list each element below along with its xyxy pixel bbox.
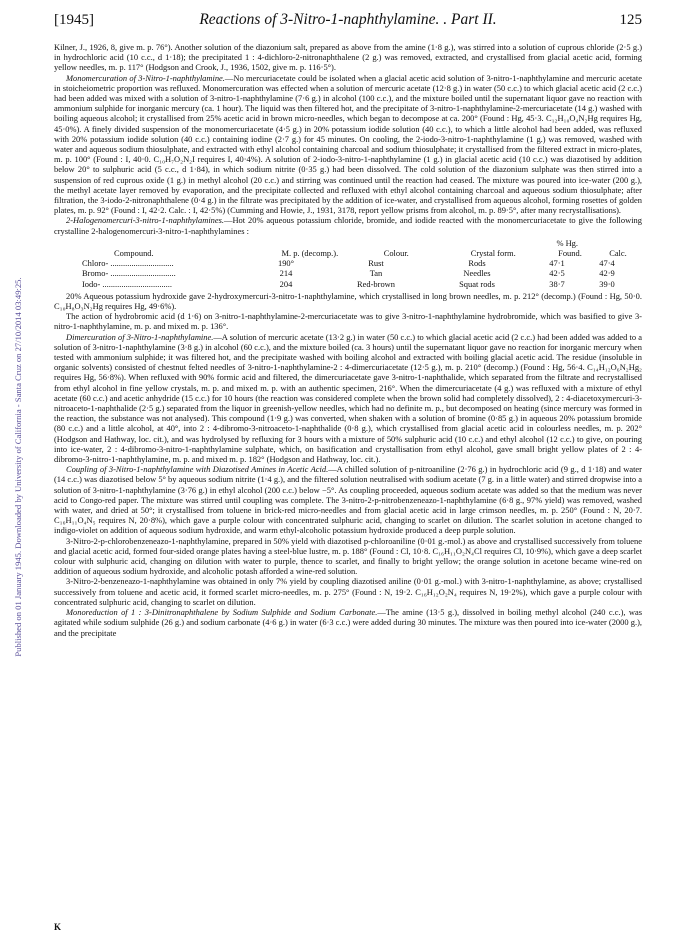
table-row [54,268,642,278]
paragraph-coupling [54,464,642,535]
section-heading: Dimercuration of 3-Nitro-1-naphthylamine. [66,331,214,342]
table-cell: Iodo- ................................. [82,278,172,289]
table-header-row [54,248,642,258]
paragraph-halogenomercuri [54,215,642,235]
table-cell: 47·1 [549,258,565,269]
paragraph-monoreduction [54,607,642,638]
table-header-cell: Found. [558,248,582,259]
table-cell: 214 [279,268,293,279]
paragraph-benzeneazo: 3-Nitro-2-benzeneazo-1-naphthylamine was obtained in only 7% yield by coupling diazotised aniline (0·01 g.-mol.) with 3-nitro-1-naphthylamine, as above; crystallised successively from toluene and acetic acid, it formed scarlet micro-needles, m. p. 275° (Found : N, 19·2. C₁₆H₁₂O₂N₄ requires N, 19·2%), which gave a purple colour with concentrated sulphuric acid, changing to scarlet on dilution. [54,576,642,607]
section-heading: Monoreduction of 1 : 3-Dinitronaphthalene by Sodium Sulphide and Sodium Carbonate. [66,607,378,618]
table-cell: 47·4 [599,258,615,269]
paragraph-monomercuration [54,73,642,216]
table-cell: Chloro- .............................. [82,258,174,269]
paragraph-text: —No mercuriacetate could be isolated when a glacial acetic acid solution of 3-nitro-1-naphthylamine and mercuric acetate in stoicheiometric proportion was refluxed. Monomercuration was effected when a solution of mercuric acetate (12·8 g.) in water (50 c.c.) to which glacial acetic acid (2 c.c.) had been added was mixed with a solution of 3-nitro-1-naphthylamine (7·6 g.) in alcohol (100 c.c.), and the mixture boiled until the supernatant liquor gave no reaction with ammonium sulphide for inorganic mercury (ca. 1 hour). The liquid was then filtered hot, and the precipitate of 3-nitro-1-naphthylamine-2-mercuriacetate (14 g.) washed with boiling aqueous alcohol; it crystallised from 25% acetic acid in brown micro-needles, which began to decompose at ca. 200° (Found : Hg, 45·3. C₁₂H₁₀O₄N₂Hg requires Hg, 45·0%). A finely divided suspension of the monomercuriacetate (4·5 g.) in 20% potassium iodide solution (40 c.c.), to which a little alcohol had been added, was refluxed with 20% potassium iodide solution (40 c.c.) containing iodine (2·7 g.) for 45 minutes. On cooling, the 2-iodo-3-nitro-1-naphthylamine (1 g.) was removed, washed with water and aqueous sodium thiosulphate, and extracted with ethyl alcohol containing charcoal and sodium thiosulphate; it crystallised from the filtered extract in micro-plates, m. p. 100° (Found : I, 40·0. C₁₀H₇O₂N₂I requires I, 40·4%). A solution of 2-iodo-3-nitro-1-naphthylamine (1 g.) in glacial acetic acid (10 c.c.) was diazotised by addition below 20° to sulphuric acid (5 c.c., d 1·84), in which sodium nitrite (0·35 g.) had been dissolved. The cold solution of the diazonium sulphate was then stirred into a suspension of red cuprous oxide (1 g.) in methyl alcohol (20 c.c.) and stirring was continued until the reaction had ceased. The mixture was poured into ice-water (200 g.), the methyl acetate layer removed by evaporation, and the precipitate collected and refluxed with ethyl alcohol containing charcoal and aqueous sodium thiosulphate; after filtration, the 3-iodo-2-nitronaphthalene (0·4 g.) in the filtrate was precipitated by the addition of ice-water, and crystallised from aqueous alcohol, forming rosettes of golden plates, m. p. 92° (Found : I, 42·2. Calc. : I, 42·5%) (Cumming and Howie, J., 1931, 3178, report yellow prisms from alcohol, m. p. 89·5°, after many recrystallisations). [54,72,642,216]
paragraph-chlorobenzeneazo: 3-Nitro-2-p-chlorobenzeneazo-1-naphthylamine, prepared in 50% yield with diazotised p-chloroaniline (0·01 g.-mol.) as above and crystallised successively from toluene and glacial acetic acid, formed four-sided orange plates having a steel-blue lustre, m. p. 188° (Found : Cl, 10·8. C₁₆H₁₁O₂N₄Cl requires Cl, 10·9%), which gave a deep scarlet colour with sulphuric acid, changing on dilution with water to purple, thence to scarlet, and finally to bright yellow; the orange solution in acetone became wine-red on addition of aqueous sodium hydroxide, and alcoholic potash afforded a wine-red solution. [54,535,642,577]
page-header [54,10,642,34]
table-cell: 204 [279,278,293,289]
section-heading: 2-Halogenomercuri-3-nitro-1-naphthylamines. [66,215,225,226]
table-row [54,279,642,289]
paragraph-text: —A chilled solution of p-nitroaniline (2·76 g.) in hydrochloric acid (9 g., d 1·18) and water (14 c.c.) was diazotised below 5° by aqueous sodium nitrite (1·4 g.), and the filtered solution neutralised with sodium acetate (7 g. in a little water) and stirred dropwise into a solution of 3-nitro-1-naphthylamine (3·76 g.) in ethyl alcohol (200 c.c.) below −5°. As coupling proceeded, aqueous sodium acetate was added so that the medium was never acid to Congo-red paper. The mixture was stirred until coupling was complete. The 3-nitro-2-p-nitrobenzeneazo-1-naphthylamine (6·8 g., 97% yield) was removed, washed with water, and dried at 50°; it crystallised from toluene in brick-red micro-needles and from glacial acetic acid in large crimson needles, m. p. 250° (Found : N, 20·7. C₁₆H₁₁O₄N₅ requires N, 20·8%), which gave a purple colour with concentrated sulphuric acid, changing to scarlet on dilution. The scarlet solution in acetone changed to indigo-violet on addition of aqueous sodium hydroxide, and warm ethyl-alcoholic potassium hydroxide produced a deep purple solution. [54,464,642,536]
table-cell: 42·9 [599,268,615,279]
table-cell: Needles [463,268,491,279]
table-cell: 38·7 [549,278,565,289]
signature-mark: K [54,922,62,932]
table-row [54,258,642,268]
table-header-cell: Crystal form. [470,248,516,259]
paragraph-dimercuration [54,332,642,465]
table-units: % Hg. [556,237,578,248]
table-cell: Red-brown [357,278,395,289]
table-header-cell: Colour. [383,248,409,259]
table-header-cell: Compound. [114,248,154,259]
table-header-cell: Calc. [609,248,627,259]
section-heading: Monomercuration of 3-Nitro-1-naphthylamine. [66,72,225,83]
table-header-cell: M. p. (decomp.). [281,248,339,259]
table-cell: Rods [468,258,486,269]
paragraph-1: Kilner, J., 1926, 8, give m. p. 76°). Another solution of the diazonium salt, prepared as above from the amine (1·8 g.), was stirred into a solution of cuprous chloride (2·5 g.) in hydrochloric acid (10 c.c., d 1·18); the precipitated 1 : 4-dichloro-2-nitronaphthalene (2 g.) was removed, extracted, and crystallised from glacial acetic acid, forming yellow needles, m. p. 117° (Hodgson and Crook, J., 1936, 1502, give m. p. 116·5°). [54,42,642,73]
article-body [54,42,642,922]
running-title: Reactions of 3-Nitro-1-naphthylamine. . Part II. [199,11,497,28]
table-cell: Tan [369,268,383,279]
table-cell: 190° [277,258,295,269]
table-cell: 39·0 [599,278,615,289]
publication-side-note: Published on 01 January 1945. Downloaded by University of California - Santa Cruz on 27/10/2014 03:49:25. [13,277,23,657]
table-cell: Squat rods [459,278,495,289]
paragraph-hydrobromic: The action of hydrobromic acid (d 1·6) on 3-nitro-1-naphthylamine-2-mercuriacetate was to give 3-nitro-1-naphthylamine hydrobromide, which was basified to give 3-nitro-1-naphthylamine, m. p. and mixed m. p. 136°. [54,311,642,332]
paragraph-text: —The amine (13·5 g.), dissolved in boiling methyl alcohol (240 c.c.), was agitated while sodium sulphide (26 g.) and sodium carbonate (4·6 g.) in water (6·3 c.c.) were added during 30 minutes. The mixture was then poured into ice-water (2000 g.), and the precipitate [54,607,642,638]
page-number: 125 [619,12,642,28]
journal-year: [1945] [54,12,94,28]
section-heading: Coupling of 3-Nitro-1-naphthylamine with Diazotised Amines in Acetic Acid. [66,464,329,475]
table-cell: Bromo- ............................... [82,268,176,279]
paragraph-text: —A solution of mercuric acetate (13·2 g.) in water (50 c.c.) to which glacial acetic acid (2 c.c.) had been added was added to a solution of 3-nitro-1-naphthylamine (3·8 g.) in alcohol (60 c.c.), and the mixture boiled (ca. 3 hours) until the supernatant liquor gave no reaction for inorganic mercury when tested with ammonium sulphide; it was filtered hot, and the precipitate washed with boiling alcohol and extracted with boiling glacial acetic acid. The residue (insoluble in organic solvents) consisted of chestnut felted needles of 3-nitro-1-naphthylamine-2 : 4-dimercuriacetate (12·5 g.), m. p. 210° (decomp.) (Found : Hg, 56·4. C₁₄H₁₂O₆N₂Hg₂ requires Hg, 56·8%). When refluxed with 90% formic acid and filtered, the dimercuriacetate gave 3-nitro-1-naphthalide, which separated from the filtrate and recrystallised from ethyl alcohol in fine yellow crystals, m. p. and mixed m. p. with an authentic specimen, 216°. When the dimercuriacetate (4 g.) was refluxed with a mixture of ethyl acetate (60 c.c.) and acetic anhydride (15 c.c.) for 10 hours (the reaction was considered complete when the brown solid had completely dissolved), 2 : 4-diacetoxymercuri-3-nitroaceto-1-naphthalide (2·5 g.) separated from the liquor in greenish-yellow needles, which had no definite m. p., but decomposed on heating (since mercury was formed in the reaction, the substance was not analysed). This compound (1·9 g.) was converted, when shaken with a solution of bromine (0·85 g.) in aqueous 20% potassium bromide (80 c.c.) and a little alcohol, at 40°, into 2 : 4-dibromo-3-nitroaceto-1-naphthalide (0·8 g.), which crystallised from glacial acetic acid in colourless needles, m. p. 202° (Hodgson and Hathway, loc. cit.), and was hydrolysed by refluxing for 3 hours with a mixture of 50% sulphuric acid (10 c.c.) and ethyl alcohol (12 c.c.) to give, on pouring into ice-water, 2 : 4-dibromo-3-nitro-1-naphthylamine sulphate, which, on basification and crystallisation from ethyl alcohol, gave small bright yellow plates of 2 : 4-dibromo-3-nitro-1-naphthylamine, m. p. and mixed m. p. 182° (Hodgson and Hathway, loc. cit.). [54,331,642,465]
paragraph-hydroxymercuri: 20% Aqueous potassium hydroxide gave 2-hydroxymercuri-3-nitro-1-naphthylamine, which crystallised in long brown needles, m. p. 212° (decomp.) (Found : Hg, 50·0. C₁₀H₈O₃N₂Hg requires Hg, 49·6%). [54,290,642,311]
table-cell: 42·5 [549,268,565,279]
halogenomercuri-table [54,238,642,289]
paragraph-text: —Hot 20% aqueous potassium chloride, bromide, and iodide reacted with the monomercuriacetate to give the following crystalline 2-halogenomercuri-3-nitro-1-naphthylamines : [54,215,642,236]
table-cell: Rust [368,258,384,269]
